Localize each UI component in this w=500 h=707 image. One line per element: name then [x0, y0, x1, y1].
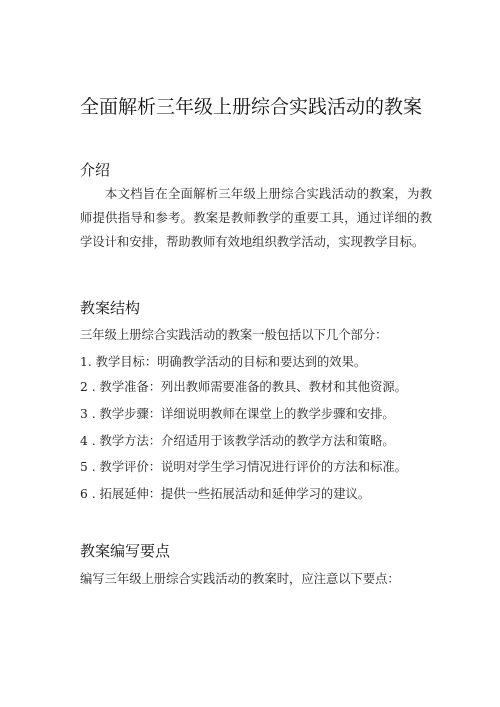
structure-item-evaluation: 5 . 教学评价：说明对学生学习情况进行评价的方法和标准。	[80, 460, 407, 474]
structure-lead: 三年级上册综合实践活动的教案一般包括以下几个部分：	[80, 328, 388, 342]
structure-item-objectives: 1. 教学目标：明确教学活动的目标和要达到的效果。	[80, 355, 367, 369]
structure-item-extension: 6 . 拓展延伸：提供一些拓展活动和延伸学习的建议。	[80, 487, 371, 501]
section-heading-structure: 教案结构	[80, 299, 141, 317]
document-title: 全面解析三年级上册综合实践活动的教案	[80, 96, 423, 118]
structure-item-steps: 3 . 教学步骤：详细说明教师在课堂上的教学步骤和安排。	[80, 407, 395, 421]
section-heading-intro: 介绍	[80, 161, 111, 179]
structure-item-methods: 4 . 教学方法：介绍适用于该教学活动的教学方法和策略。	[80, 434, 395, 448]
structure-item-preparation: 2 . 教学准备：列出教师需要准备的教具、教材和其他资源。	[80, 380, 407, 394]
section-heading-key-points: 教案编写要点	[80, 542, 171, 560]
key-points-lead: 编写三年级上册综合实践活动的教案时，应注意以下要点：	[80, 572, 400, 586]
intro-paragraph: 本文档旨在全面解析三年级上册综合实践活动的教案，为教师提供指导和参考。教案是教师教学的重要工具，通过详细的教学设计和安排，帮助教师有效地组织教学活动，实现教学目标。	[80, 187, 432, 249]
